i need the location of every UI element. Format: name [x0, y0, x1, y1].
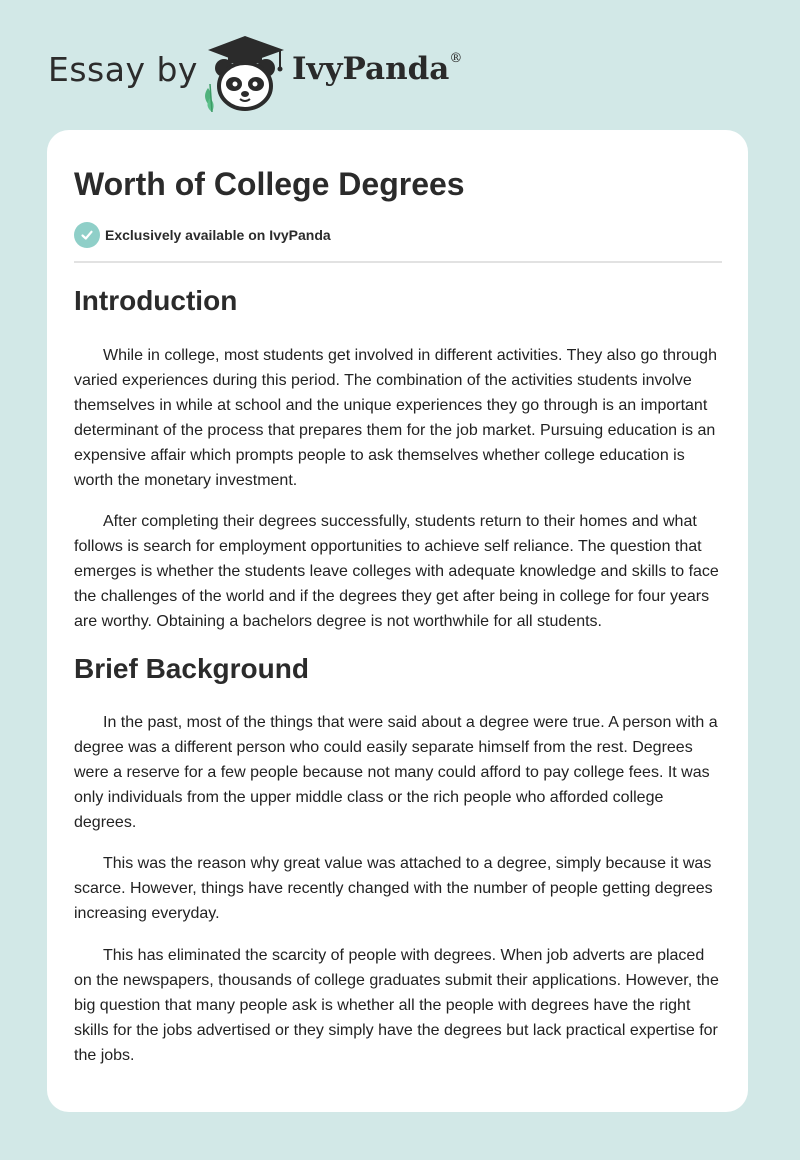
- paragraph: While in college, most students get involved in different activities. They also go through varied experiences during this period. The combination of the activities students involve themselves in while at school and the unique experiences they go through is an important determinant of the process that prepares them for the job market. Pursuing education is an expensive affair which prompts people to ask themselves whether college education is worth the monetary investment.: [74, 347, 717, 489]
- section-heading-brief-background: Brief Background: [74, 653, 309, 684]
- paragraph: In the past, most of the things that were said about a degree were true. A person with a degree was a different person who could easily separate himself from the rest. Degrees were a reserve for a few people because not many could afford to pay college fees. It was only individuals from the upper middle class or the rich people who afforded college degrees.: [74, 714, 718, 831]
- essay-card: [47, 130, 748, 1112]
- divider: [74, 261, 722, 263]
- section-heading-introduction: Introduction: [74, 285, 238, 316]
- brand-name[interactable]: [292, 51, 462, 87]
- panda-logo-icon[interactable]: [200, 34, 290, 112]
- paragraph: This was the reason why great value was attached to a degree, simply because it was scarce. However, things have recently changed with the number of people getting degrees increasing everyday.: [74, 855, 713, 922]
- check-icon: [74, 222, 100, 248]
- brand-text: IvyPanda: [292, 51, 450, 87]
- registered-mark: ®: [449, 50, 463, 66]
- badge-label: Exclusively available on IvyPanda: [105, 227, 331, 243]
- essay-by-label: Essay by: [48, 50, 198, 89]
- exclusive-badge: [74, 222, 331, 248]
- paragraph: After completing their degrees successfully, students return to their homes and what follows is search for employment opportunities to achieve self reliance. The question that emerges is whether the students leave colleges with adequate knowledge and skills to face the challenges of the world and if the degrees they get after being in college for four years are worthy. Obtaining a bachelors degree is not worthwhile for all students.: [74, 513, 719, 630]
- site-header: [48, 30, 568, 110]
- page-title: Worth of College Degrees: [74, 166, 465, 202]
- paragraph: This has eliminated the scarcity of people with degrees. When job adverts are placed on the newspapers, thousands of college graduates submit their applications. However, the big question that many people ask is whether all the people with degrees have the right skills for the jobs advertised or they simply have the degrees but lack practical expertise for the jobs.: [74, 947, 719, 1064]
